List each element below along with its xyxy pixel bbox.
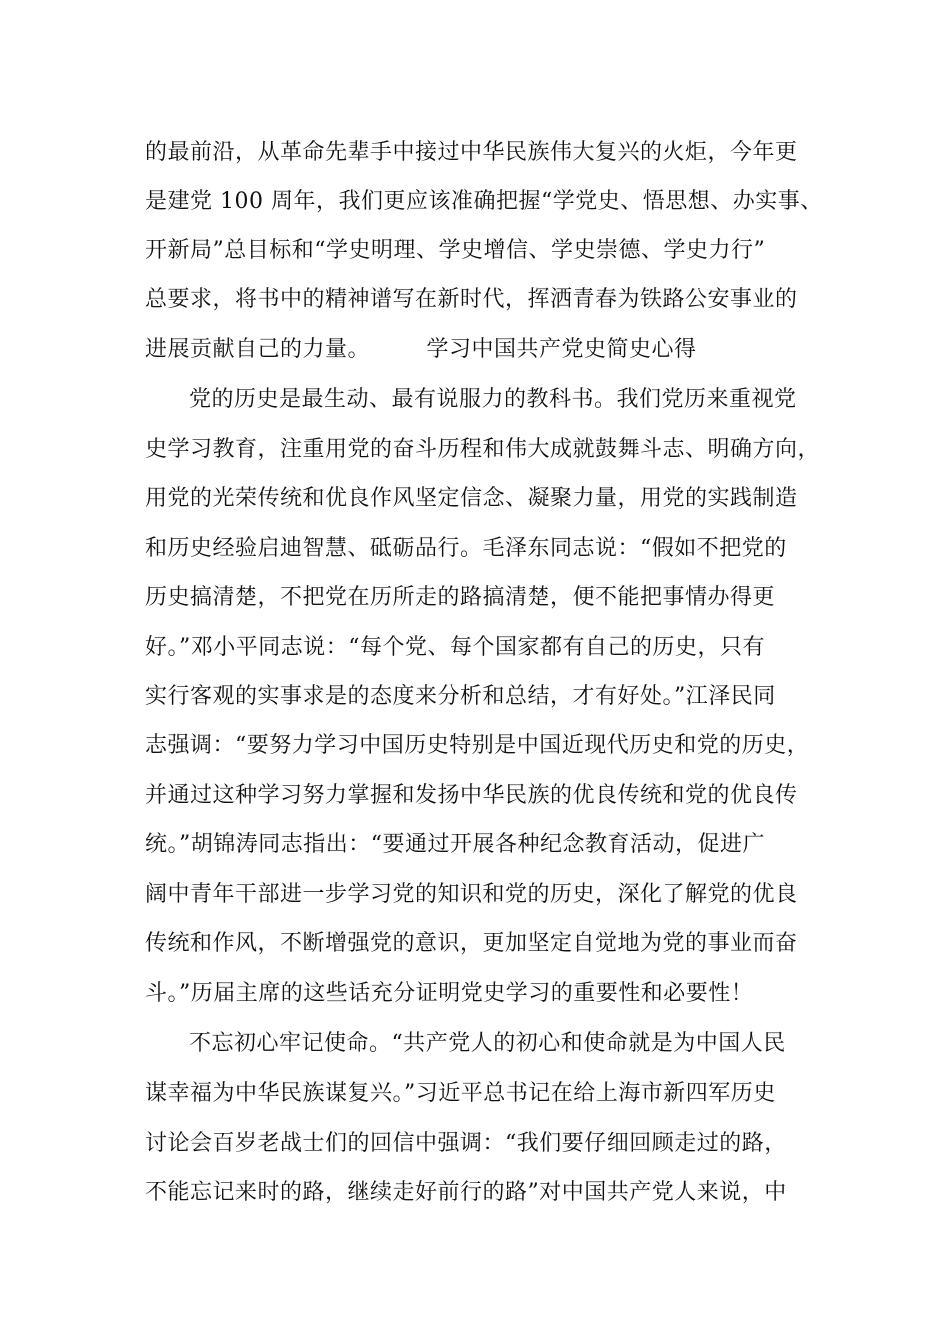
text-line: 讨论会百岁老战士们的回信中强调：“我们要仔细回顾走过的路， [145, 1131, 787, 1156]
text-line: 并通过这种学习努力掌握和发扬中华民族的优良传统和党的优良传 [145, 783, 798, 808]
text-line: 好。”邓小平同志说：“每个党、每个国家都有自己的历史，只有 [145, 635, 765, 660]
text-line: 的最前沿，从革命先辈手中接过中华民族伟大复兴的火炬，今年更 [145, 140, 798, 165]
paragraph-first-line: 党的历史是最生动、最有说服力的教科书。我们党历来重视党 [189, 387, 797, 412]
text-line: 实行客观的实事求是的态度来分析和总结，才有好处。”江泽民同 [145, 684, 776, 709]
text-line: 志强调：“要努力学习中国历史特别是中国近现代历史和党的历史， [145, 733, 810, 758]
text-line: 进展贡献自己的力量。 学习中国共产党史简史心得 [145, 337, 697, 362]
paragraph-first-line: 不忘初心牢记使命。“共产党人的初心和使命就是为中国人民 [189, 1031, 786, 1056]
text-line: 用党的光荣传统和优良作风坚定信念、凝聚力量，用党的实践制造 [145, 486, 798, 511]
text-line: 开新局”总目标和“学史明理、学史增信、学史崇德、学史力行” [145, 238, 766, 263]
text-line: 史学习教育，注重用党的奋斗历程和伟大成就鼓舞斗志、明确方向， [145, 437, 821, 462]
text-line: 传统和作风，不断增强党的意识，更加坚定自觉地为党的事业而奋 [145, 931, 798, 956]
text-line: 阔中青年干部进一步学习党的知识和党的历史，深化了解党的优良 [145, 882, 798, 907]
text-line: 斗。”历届主席的这些话充分证明党史学习的重要性和必要性！ [145, 981, 754, 1006]
text-line: 不能忘记来时的路，继续走好前行的路”对中国共产党人来说，中 [145, 1180, 787, 1205]
text-line: 是建党 100 周年，我们更应该准确把握“学党史、悟思想、办实事、 [145, 189, 823, 214]
text-line: 谋幸福为中华民族谋复兴。”习近平总书记在给上海市新四军历史 [145, 1081, 776, 1106]
text-line: 统。”胡锦涛同志指出：“要通过开展各种纪念教育活动，促进广 [145, 832, 765, 857]
text-line: 总要求，将书中的精神谱写在新时代，挥洒青春为铁路公安事业的 [145, 287, 798, 312]
text-line: 历史搞清楚，不把党在历所走的路搞清楚，便不能把事情办得更 [145, 585, 776, 610]
text-line: 和历史经验启迪智慧、砥砺品行。毛泽东同志说：“假如不把党的 [145, 536, 787, 561]
